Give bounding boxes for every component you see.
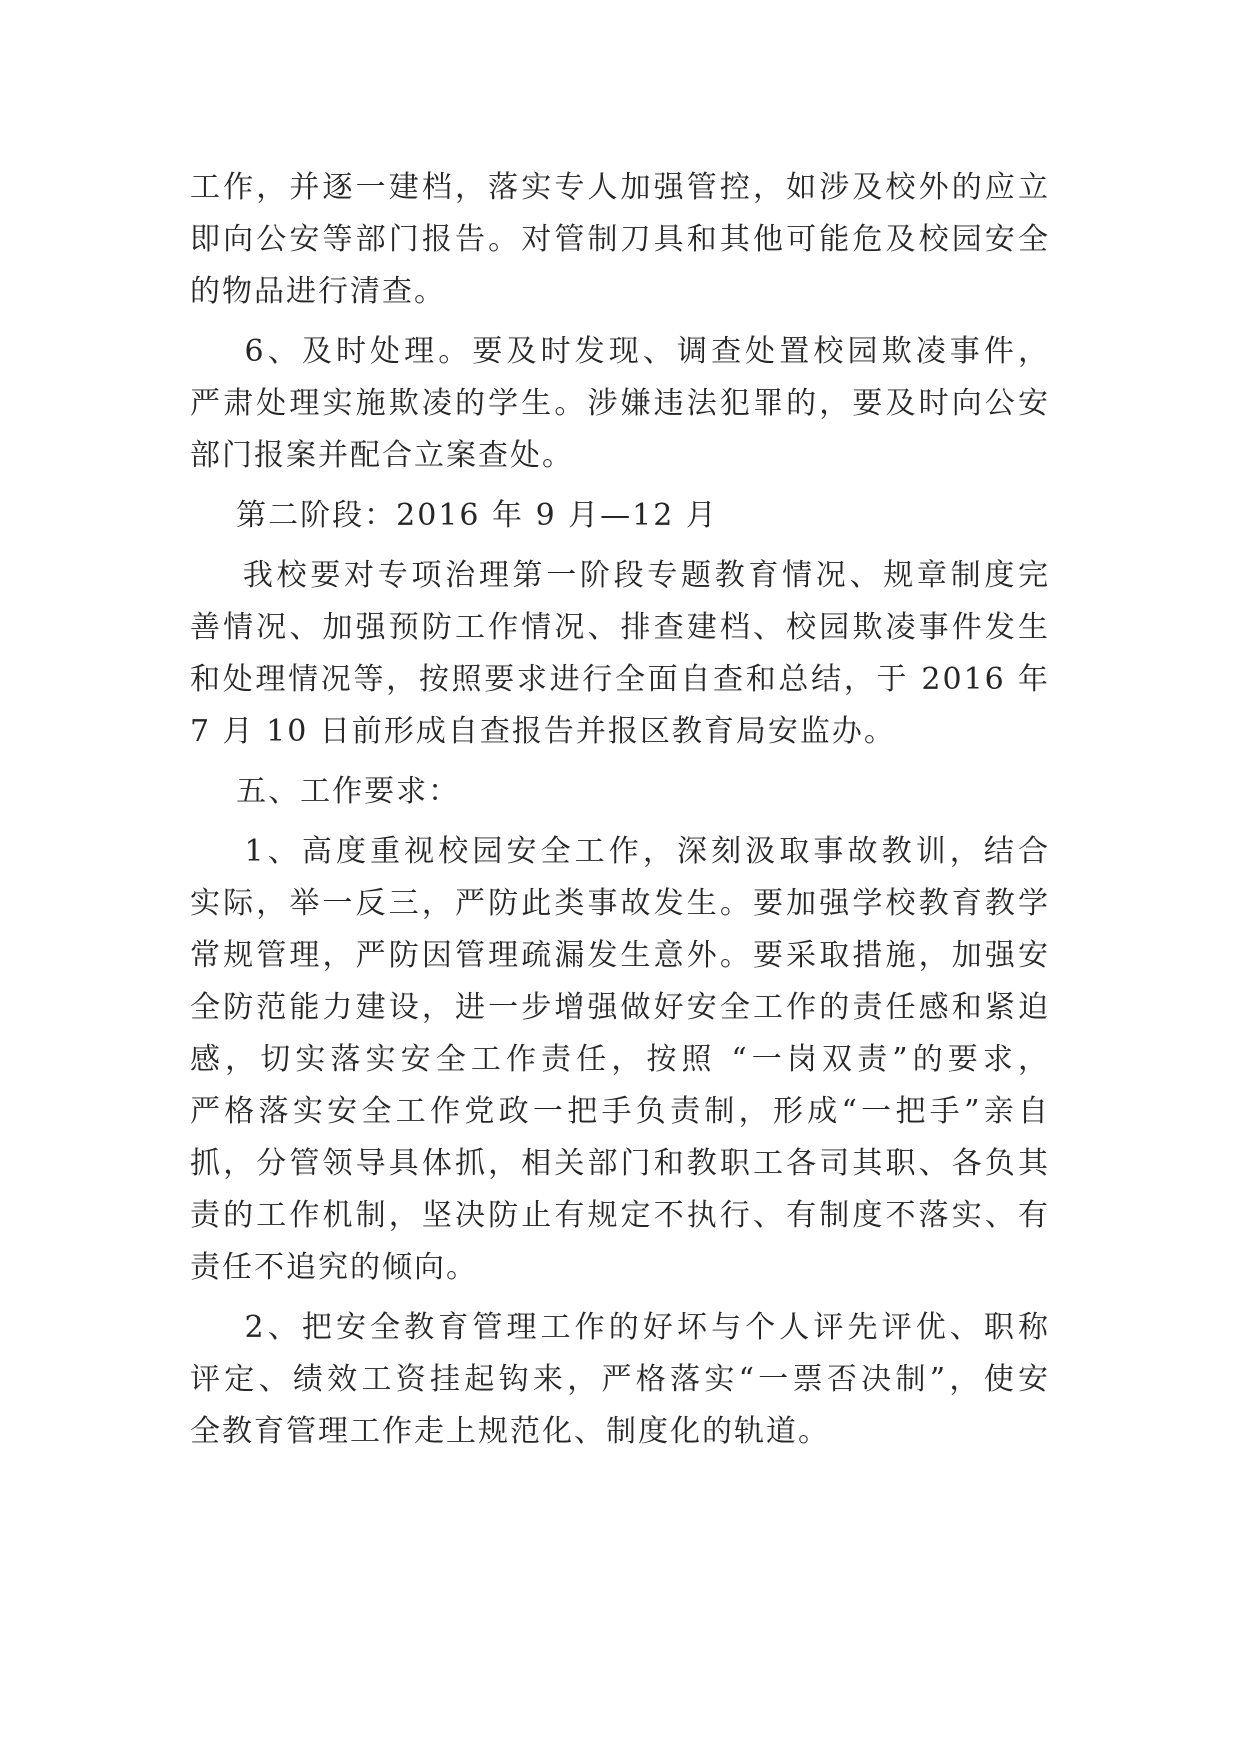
paragraph-3 [190,490,1050,542]
paragraph-6 [190,826,1050,1294]
text-line: 我校要对专项治理第一阶段专题教育情况、规章制度完 [190,558,1050,593]
text-line: 严肃处理实施欺凌的学生。涉嫌违法犯罪的，要及时向公安 [190,386,1050,421]
paragraph-5 [190,766,1050,818]
text-line: 善情况、加强预防工作情况、排查建档、校园欺凌事件发生 [190,610,1050,645]
paragraph-gap [190,542,1050,550]
paragraph-2 [190,326,1050,482]
document-body [190,162,1050,1458]
paragraph-gap [190,818,1050,826]
text-line: 抓，分管领导具体抓，相关部门和教职工各司其职、各负其 [190,1146,1050,1181]
text-line: 全教育管理工作走上规范化、制度化的轨道。 [190,1414,830,1449]
text-line: 即向公安等部门报告。对管制刀具和其他可能危及校园安全 [190,222,1050,257]
text-line: 严格落实安全工作党政一把手负责制，形成“一把手”亲自 [190,1094,1050,1129]
paragraph-7 [190,1302,1050,1458]
paragraph-gap [190,1294,1050,1302]
text-line: 1、高度重视校园安全工作，深刻汲取事故教训，结合 [190,834,1050,869]
paragraph-4 [190,550,1050,758]
text-line: 责的工作机制，坚决防止有规定不执行、有制度不落实、有 [190,1198,1050,1233]
text-line: 6、及时处理。要及时发现、调查处置校园欺凌事件， [190,334,1050,369]
text-line: 第二阶段：2016 年 9 月—12 月 [190,498,718,533]
text-line: 责任不追究的倾向。 [190,1250,478,1285]
text-line: 2、把安全教育管理工作的好坏与个人评先评优、职称 [190,1310,1050,1345]
text-line: 7 月 10 日前形成自查报告并报区教育局安监办。 [190,714,896,749]
text-line: 和处理情况等，按照要求进行全面自查和总结，于 2016 年 [190,662,1050,697]
paragraph-gap [190,482,1050,490]
paragraph-gap [190,318,1050,326]
text-line: 的物品进行清查。 [190,274,446,309]
text-line: 感，切实落实安全工作责任，按照 “一岗双责”的要求， [190,1042,1050,1077]
text-line: 实际，举一反三，严防此类事故发生。要加强学校教育教学 [190,886,1050,921]
paragraph-1 [190,162,1050,318]
text-line: 评定、绩效工资挂起钩来，严格落实“一票否决制”，使安 [190,1362,1050,1397]
text-line: 工作，并逐一建档，落实专人加强管控，如涉及校外的应立 [190,170,1050,205]
text-line: 部门报案并配合立案查处。 [190,438,574,473]
text-line: 常规管理，严防因管理疏漏发生意外。要采取措施，加强安 [190,938,1050,973]
text-line: 全防范能力建设，进一步增强做好安全工作的责任感和紧迫 [190,990,1050,1025]
text-line: 五、工作要求： [190,774,461,809]
paragraph-gap [190,758,1050,766]
